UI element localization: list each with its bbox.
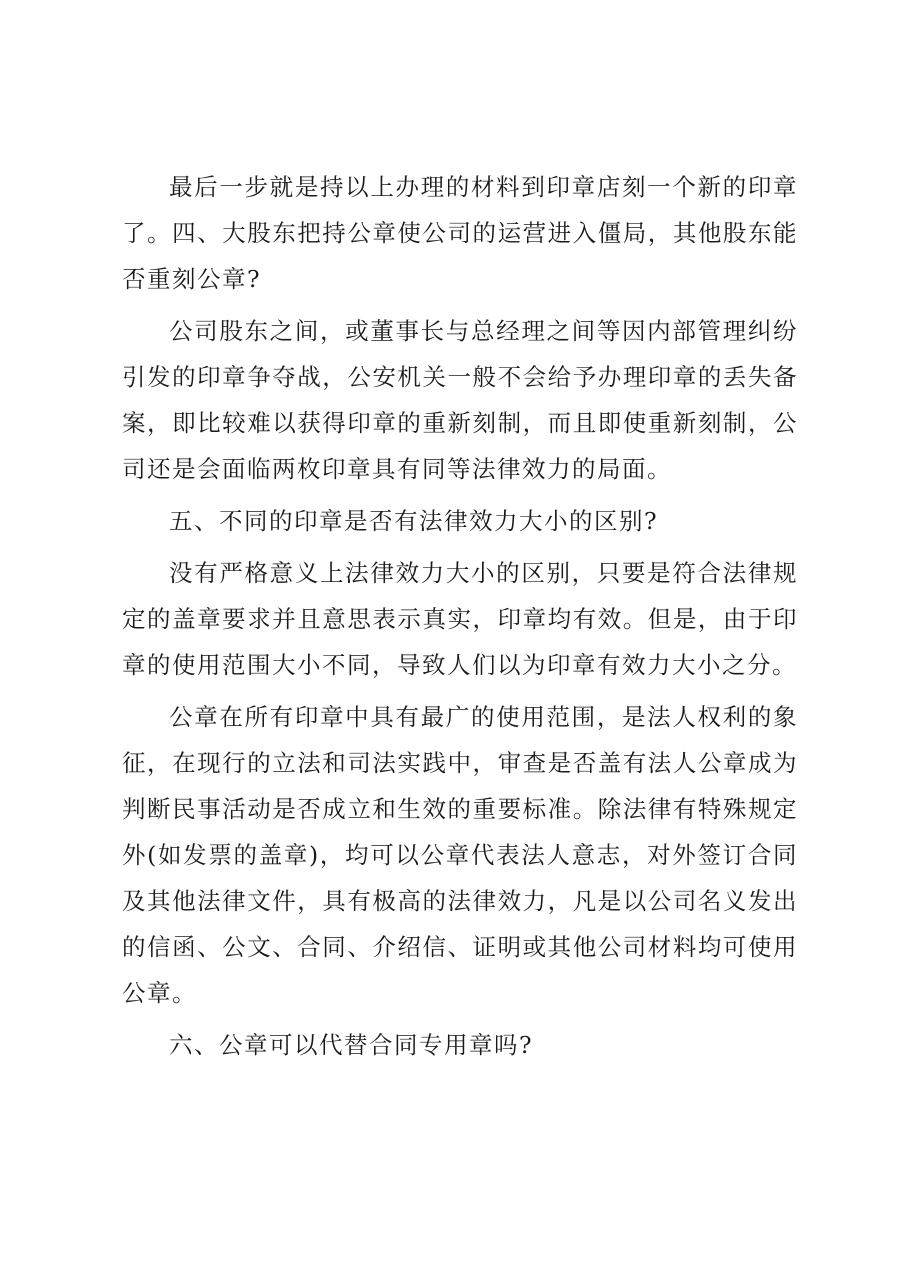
paragraph-company-seal-scope: 公章在所有印章中具有最广的使用范围，是法人权利的象征，在现行的立法和司法实践中，审查是否盖有法人公章成为判断民事活动是否成立和生效的重要标准。除法律有特殊规定外(如发票的盖章)，均可以公章代表法人意志，对外签订合同及其他法律文件，具有极高的法律效力，凡是以公司名义发出的信函、公文、合同、介绍信、证明或其他公司材料均可使用公章。 <box>122 703 798 1007</box>
document-body <box>122 164 798 1074</box>
paragraph-seal-recarving-step: 最后一步就是持以上办理的材料到印章店刻一个新的印章了。四、大股东把持公章使公司的运营进入僵局，其他股东能否重刻公章? <box>122 173 798 293</box>
heading-question-five: 五、不同的印章是否有法律效力大小的区别? <box>169 507 659 535</box>
paragraph-shareholder-dispute: 公司股东之间，或董事长与总经理之间等因内部管理纠纷引发的印章争夺战，公安机关一般不会给予办理印章的丢失备案，即比较难以获得印章的重新刻制，而且即使重新刻制，公司还是会面临两枚印章具有同等法律效力的局面。 <box>122 317 798 483</box>
paragraph-legal-effect: 没有严格意义上法律效力大小的区别，只要是符合法律规定的盖章要求并且意思表示真实，印章均有效。但是，由于印章的使用范围大小不同，导致人们以为印章有效力大小之分。 <box>122 559 798 679</box>
heading-question-six: 六、公章可以代替合同专用章吗? <box>169 1031 534 1059</box>
